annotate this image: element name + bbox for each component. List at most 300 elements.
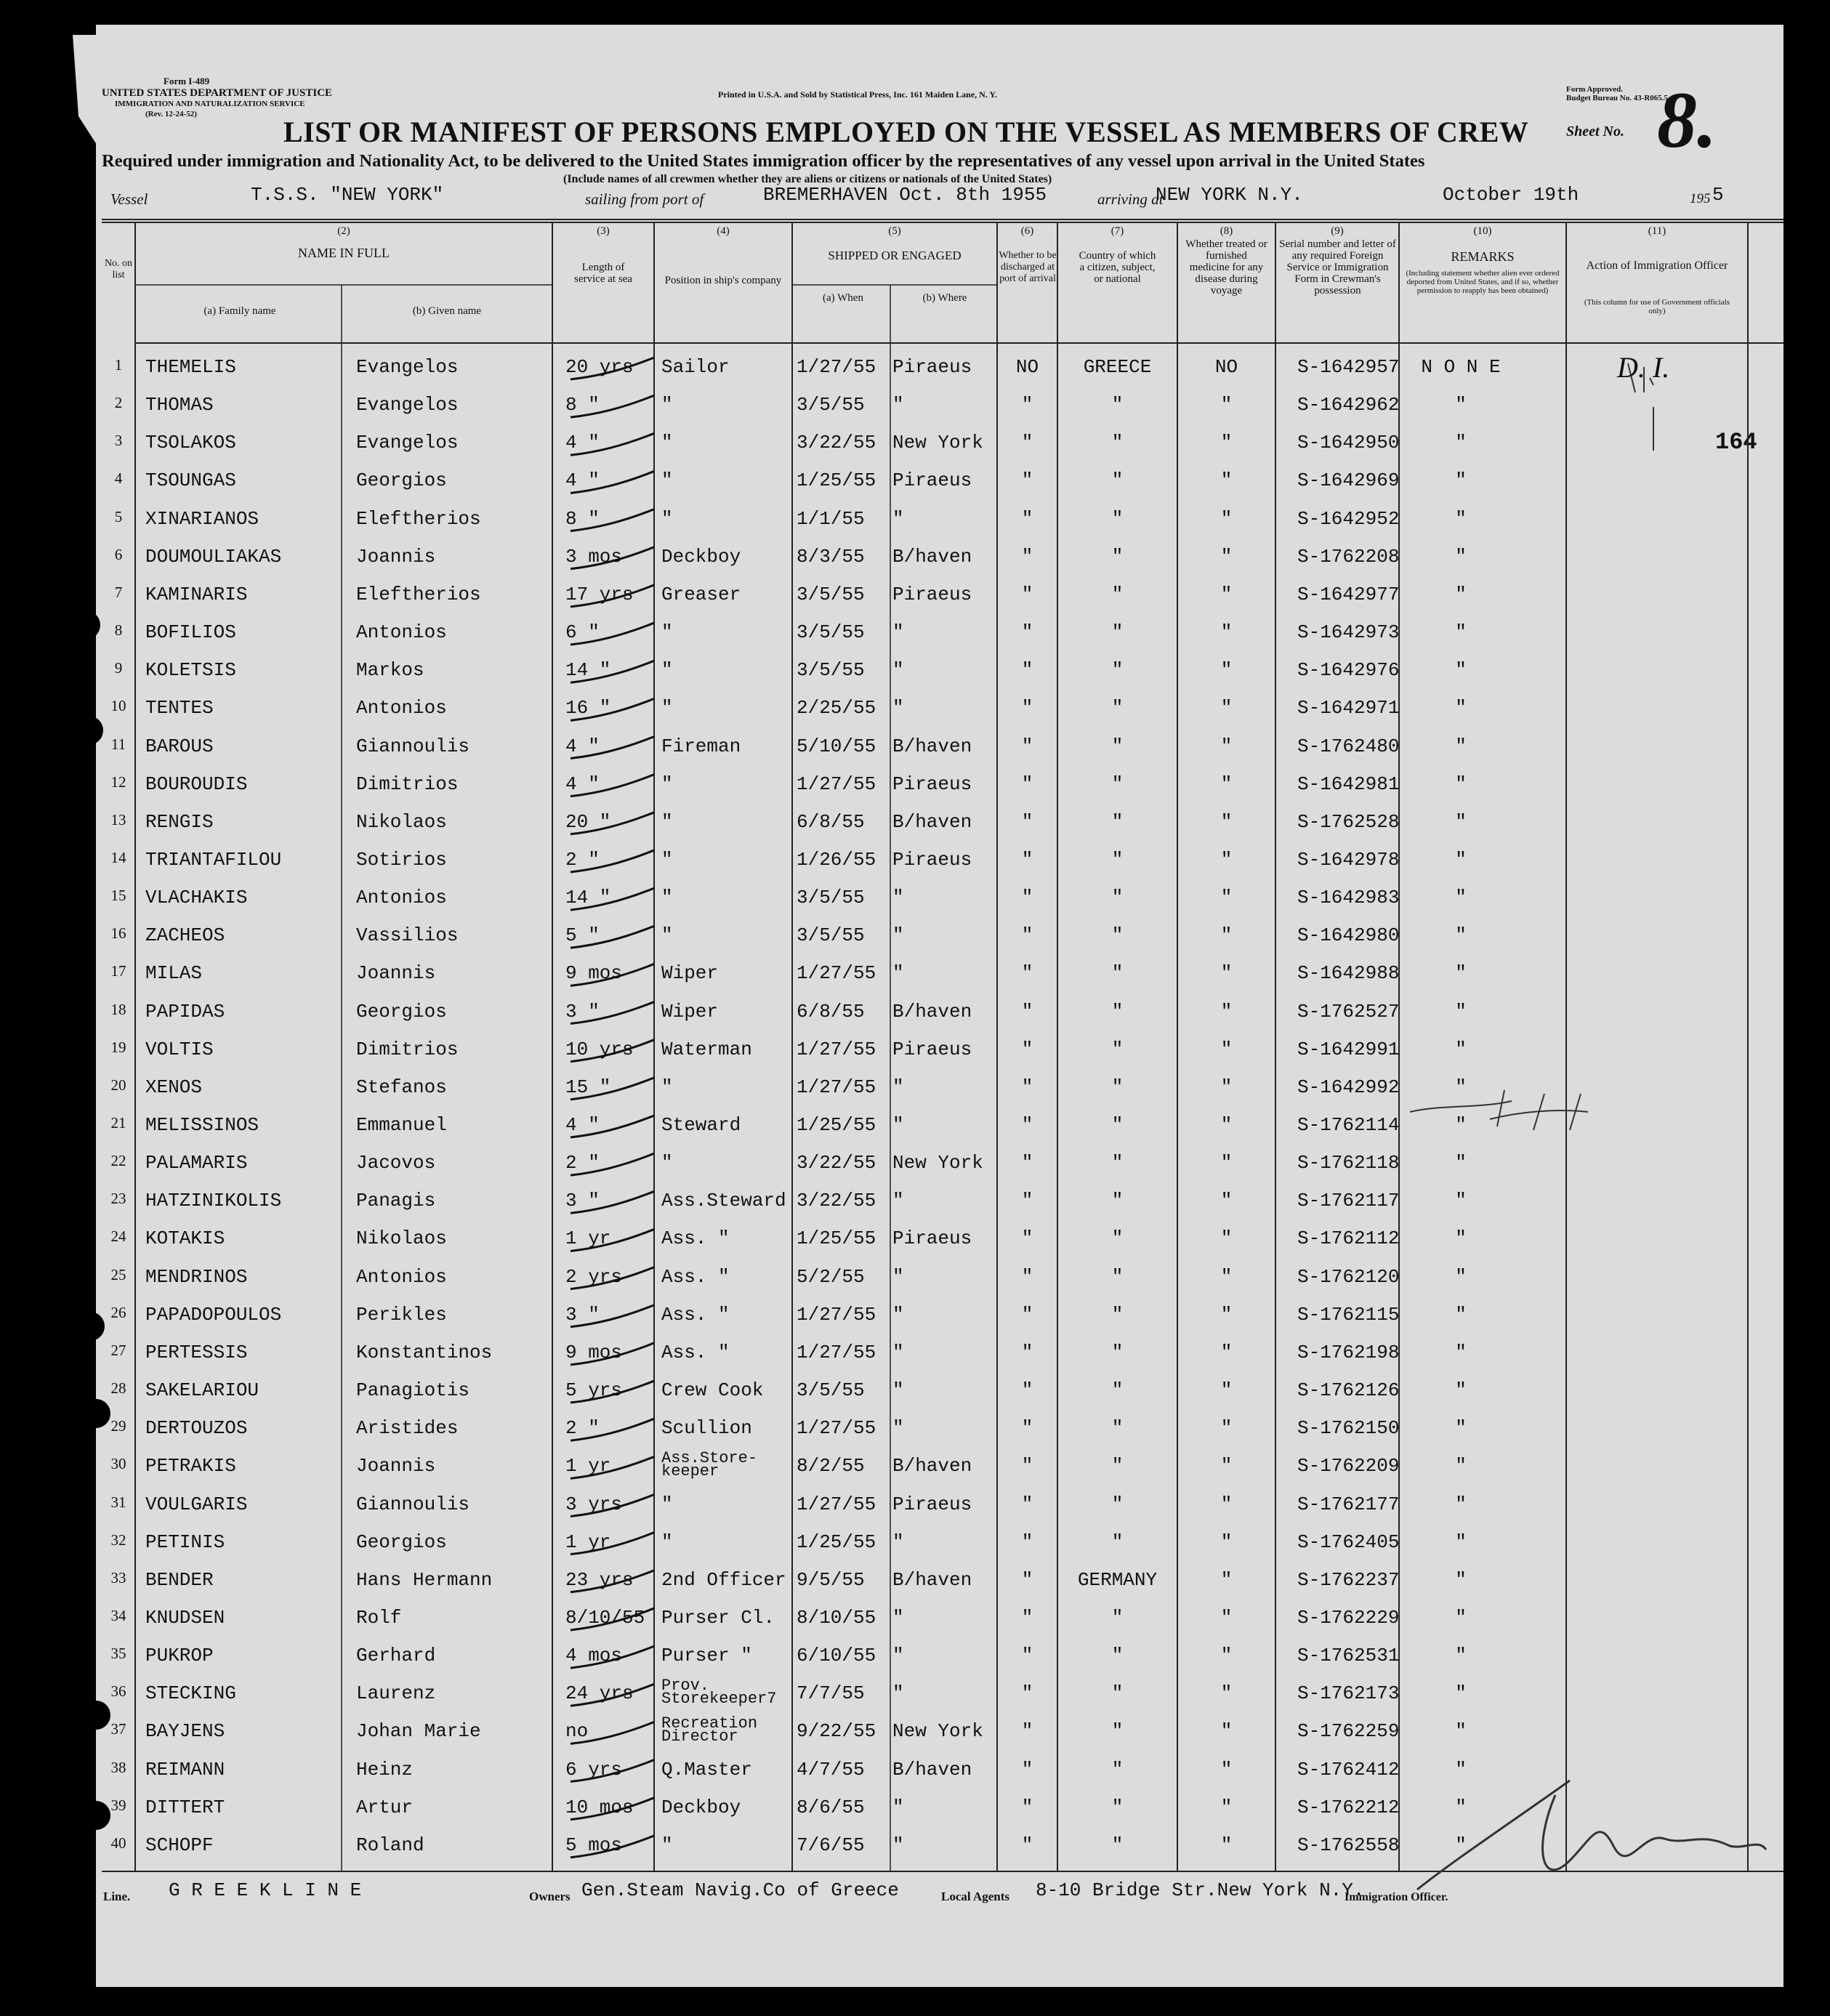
cell-length: 5 mos xyxy=(565,1834,623,1856)
cell-length: 14 " xyxy=(565,887,611,909)
cell-given: Perikles xyxy=(356,1303,447,1326)
header-discharge-number: (6) xyxy=(1020,225,1034,237)
cell-serial: S-1642981 xyxy=(1297,773,1400,795)
cell-given: Antonios xyxy=(356,621,447,644)
cell-position: " xyxy=(661,887,673,909)
cell-given: Stefanos xyxy=(356,1076,447,1098)
cell-family: THEMELIS xyxy=(145,356,236,378)
cell-disch: " xyxy=(1021,1303,1033,1326)
cell-disch: " xyxy=(1021,1152,1033,1174)
cell-given: Antonios xyxy=(356,697,447,719)
cell-family: TRIANTAFILOU xyxy=(145,848,282,871)
cell-position: " xyxy=(661,1531,673,1553)
cell-country: GREECE xyxy=(1083,356,1152,378)
cell-where: " xyxy=(892,1341,904,1363)
cell-length: 3 yrs xyxy=(565,1493,623,1515)
sheet-label: Sheet No. xyxy=(1566,124,1624,140)
cell-serial: S-1762118 xyxy=(1297,1152,1400,1174)
cell-position: Prov. Storekeeper7 xyxy=(661,1677,777,1709)
cell-remarks: " xyxy=(1455,1000,1467,1023)
cell-length: 17 yrs xyxy=(565,583,634,605)
cell-treated: NO xyxy=(1214,356,1238,378)
cell-length: 3 " xyxy=(565,1190,600,1212)
cell-where: " xyxy=(892,887,904,909)
cell-length: 2 " xyxy=(565,1417,600,1440)
cell-serial: S-1762209 xyxy=(1297,1455,1400,1477)
cell-country: " xyxy=(1111,697,1124,719)
cell-given: Giannoulis xyxy=(356,735,470,757)
cell-length: 6 yrs xyxy=(565,1758,623,1781)
cell-disch: " xyxy=(1021,1265,1033,1288)
header-length: Length of service at sea xyxy=(574,262,632,285)
header-serial-number: (9) xyxy=(1331,225,1344,237)
cell-country: " xyxy=(1111,432,1124,454)
cell-position: Recreation Director xyxy=(661,1714,758,1746)
cell-family: MELISSINOS xyxy=(145,1114,259,1136)
cell-given: Nikolaos xyxy=(356,810,447,833)
cell-disch: " xyxy=(1021,432,1033,454)
cell-when: 7/7/55 xyxy=(797,1682,865,1705)
cell-family: BOFILIOS xyxy=(145,621,236,644)
footer-owners-label: Owners xyxy=(529,1890,571,1903)
cell-remarks: " xyxy=(1455,1303,1467,1326)
header-name: NAME IN FULL xyxy=(298,246,390,260)
cell-remarks: " xyxy=(1455,1038,1467,1060)
cell-serial: S-1762558 xyxy=(1297,1834,1400,1856)
cell-country: " xyxy=(1111,621,1124,644)
cell-where: B/haven xyxy=(892,1758,972,1781)
cell-treated: " xyxy=(1220,1455,1233,1477)
cell-length: 5 yrs xyxy=(565,1379,623,1402)
footer-owners: Gen.Steam Navig.Co of Greece xyxy=(581,1879,899,1901)
cell-length: 1 yr xyxy=(565,1531,611,1553)
cell-where: New York xyxy=(892,1152,983,1174)
cell-family: PALAMARIS xyxy=(145,1152,248,1174)
cell-serial: S-1642978 xyxy=(1297,848,1400,871)
cell-remarks: " xyxy=(1455,1227,1467,1250)
cell-treated: " xyxy=(1220,1834,1233,1856)
cell-position: Deckboy xyxy=(661,545,741,568)
cell-country: " xyxy=(1111,1000,1124,1023)
cell-disch: " xyxy=(1021,1568,1033,1591)
cell-family: PAPADOPOULOS xyxy=(145,1303,282,1326)
cell-where: " xyxy=(892,659,904,682)
cell-family: ZACHEOS xyxy=(145,924,225,947)
cell-length: 23 yrs xyxy=(565,1568,634,1591)
cell-country: GERMANY xyxy=(1077,1568,1158,1591)
cell-where: New York xyxy=(892,1720,983,1743)
cell-given: Gerhard xyxy=(356,1645,436,1667)
cell-remarks: " xyxy=(1455,432,1467,454)
cell-where: Piraeus xyxy=(892,1493,972,1515)
cell-family: TSOLAKOS xyxy=(145,432,236,454)
sheet-number: 8. xyxy=(1657,76,1717,164)
cell-disch: " xyxy=(1021,394,1033,416)
cell-serial: S-1762177 xyxy=(1297,1493,1400,1515)
cell-family: BENDER xyxy=(145,1568,214,1591)
cell-given: Artur xyxy=(356,1796,414,1818)
cell-when: 8/10/55 xyxy=(797,1606,876,1629)
cell-when: 1/27/55 xyxy=(797,356,876,378)
cell-n: 15 xyxy=(110,887,126,905)
cell-length: 16 " xyxy=(565,697,611,719)
cell-family: MILAS xyxy=(145,962,203,985)
cell-remarks: " xyxy=(1455,1720,1467,1743)
cell-where: " xyxy=(892,1303,904,1326)
header-action-number: (11) xyxy=(1648,225,1666,237)
cell-where: B/haven xyxy=(892,810,972,833)
cell-serial: S-1762115 xyxy=(1297,1303,1400,1326)
cell-treated: " xyxy=(1220,1645,1233,1667)
cell-serial: S-1762531 xyxy=(1297,1645,1400,1667)
footer-line-label: Line. xyxy=(103,1890,131,1903)
cell-position: Sailor xyxy=(661,356,730,378)
cell-length: 15 " xyxy=(565,1076,611,1098)
cell-family: XINARIANOS xyxy=(145,507,259,530)
cell-where: Piraeus xyxy=(892,1227,972,1250)
cell-given: Nikolaos xyxy=(356,1227,447,1250)
cell-length: 14 " xyxy=(565,659,611,682)
cell-where: " xyxy=(892,1606,904,1629)
cell-given: Georgios xyxy=(356,469,447,492)
cell-disch: NO xyxy=(1015,356,1039,378)
cell-family: SAKELARIOU xyxy=(145,1379,259,1402)
header-action-note: (This column for use of Government officials only) xyxy=(1584,298,1730,315)
cell-given: Aristides xyxy=(356,1417,459,1440)
cell-treated: " xyxy=(1220,1606,1233,1629)
cell-disch: " xyxy=(1021,1758,1033,1781)
cell-treated: " xyxy=(1220,659,1233,682)
cell-country: " xyxy=(1111,1076,1124,1098)
cell-treated: " xyxy=(1220,432,1233,454)
cell-treated: " xyxy=(1220,1114,1233,1136)
cell-length: no xyxy=(565,1720,589,1743)
cell-remarks: " xyxy=(1455,1758,1467,1781)
cell-n: 17 xyxy=(110,962,126,980)
cell-family: PAPIDAS xyxy=(145,1000,225,1023)
cell-n: 25 xyxy=(110,1265,126,1283)
cell-family: VOLTIS xyxy=(145,1038,214,1060)
cell-remarks: " xyxy=(1455,1341,1467,1363)
cell-position: Ass. " xyxy=(661,1227,730,1250)
cell-disch: " xyxy=(1021,1076,1033,1098)
cell-given: Hans Hermann xyxy=(356,1568,493,1591)
cell-disch: " xyxy=(1021,1190,1033,1212)
cell-where: " xyxy=(892,1076,904,1098)
cell-remarks: " xyxy=(1455,1114,1467,1136)
cell-remarks: " xyxy=(1455,924,1467,947)
header-country-number: (7) xyxy=(1111,225,1124,237)
cell-length: 3 mos xyxy=(565,545,623,568)
arrival-date: October 19th xyxy=(1443,184,1579,206)
cell-given: Emmanuel xyxy=(356,1114,447,1136)
cell-n: 40 xyxy=(110,1834,126,1852)
cell-when: 1/27/55 xyxy=(797,1076,876,1098)
cell-family: BAROUS xyxy=(145,735,214,757)
header-country: Country of which a citizen, subject, or national xyxy=(1079,250,1156,285)
cell-length: 5 " xyxy=(565,924,600,947)
cell-family: KOLETSIS xyxy=(145,659,236,682)
cell-family: PERTESSIS xyxy=(145,1341,248,1363)
cell-disch: " xyxy=(1021,962,1033,985)
cell-remarks: " xyxy=(1455,583,1467,605)
cell-disch: " xyxy=(1021,545,1033,568)
cell-serial: S-1642962 xyxy=(1297,394,1400,416)
cell-remarks: " xyxy=(1455,1645,1467,1667)
cell-when: 1/26/55 xyxy=(797,848,876,871)
cell-position: Wiper xyxy=(661,962,719,985)
cell-country: " xyxy=(1111,1152,1124,1174)
cell-n: 1 xyxy=(114,356,123,374)
cell-length: 4 " xyxy=(565,432,600,454)
cell-disch: " xyxy=(1021,1379,1033,1402)
cell-given: Markos xyxy=(356,659,424,682)
cell-length: 10 mos xyxy=(565,1796,634,1818)
cell-when: 3/5/55 xyxy=(797,887,865,909)
vessel-name: T.S.S. "NEW YORK" xyxy=(251,184,444,206)
cell-family: SCHOPF xyxy=(145,1834,214,1856)
cell-given: Joannis xyxy=(356,962,436,985)
cell-length: 20 yrs xyxy=(565,356,634,378)
cell-where: B/haven xyxy=(892,1568,972,1591)
cell-family: KAMINARIS xyxy=(145,583,248,605)
cell-serial: S-1642971 xyxy=(1297,697,1400,719)
cell-remarks: " xyxy=(1455,1606,1467,1629)
cell-serial: S-1762259 xyxy=(1297,1720,1400,1743)
cell-where: " xyxy=(892,1379,904,1402)
cell-family: PETINIS xyxy=(145,1531,225,1553)
cell-n: 8 xyxy=(114,621,123,640)
cell-position: Wiper xyxy=(661,1000,719,1023)
cell-disch: " xyxy=(1021,1606,1033,1629)
cell-given: Antonios xyxy=(356,1265,447,1288)
cell-disch: " xyxy=(1021,1341,1033,1363)
cell-disch: " xyxy=(1021,1417,1033,1440)
cell-remarks: " xyxy=(1455,1531,1467,1553)
cell-serial: S-1642950 xyxy=(1297,432,1400,454)
revision-date: (Rev. 12-24-52) xyxy=(145,110,197,118)
cell-serial: S-1762208 xyxy=(1297,545,1400,568)
cell-country: " xyxy=(1111,1265,1124,1288)
cell-position: Waterman xyxy=(661,1038,752,1060)
cell-where: " xyxy=(892,1645,904,1667)
cell-given: Jacovos xyxy=(356,1152,436,1174)
cell-serial: S-1762527 xyxy=(1297,1000,1400,1023)
cell-when: 1/25/55 xyxy=(797,469,876,492)
cell-position: " xyxy=(661,469,673,492)
cell-position: " xyxy=(661,773,673,795)
cell-remarks: " xyxy=(1455,1796,1467,1818)
cell-n: 34 xyxy=(110,1606,126,1624)
cell-length: 9 mos xyxy=(565,1341,623,1363)
cell-n: 28 xyxy=(110,1379,126,1398)
cell-given: Laurenz xyxy=(356,1682,436,1705)
cell-length: 4 " xyxy=(565,469,600,492)
cell-length: 1 yr xyxy=(565,1227,611,1250)
cell-position: Purser Cl. xyxy=(661,1606,775,1629)
cell-position: Ass. " xyxy=(661,1341,730,1363)
form-number: Form I-489 xyxy=(164,76,210,86)
cell-where: " xyxy=(892,394,904,416)
cell-when: 3/5/55 xyxy=(797,924,865,947)
cell-where: B/haven xyxy=(892,545,972,568)
cell-n: 31 xyxy=(110,1493,126,1511)
header-shipped-number: (5) xyxy=(888,225,901,237)
header-when: (a) When xyxy=(823,292,863,304)
cell-when: 1/25/55 xyxy=(797,1531,876,1553)
cell-remarks: " xyxy=(1455,1152,1467,1174)
header-remarks: REMARKS xyxy=(1451,249,1515,264)
cell-remarks: " xyxy=(1455,1568,1467,1591)
cell-given: Evangelos xyxy=(356,394,459,416)
header-name-number: (2) xyxy=(337,225,350,237)
cell-country: " xyxy=(1111,924,1124,947)
page-subtitle: Required under immigration and Nationality Act, to be delivered to the United States immigration officer by the representatives of any vessel upon arrival in the United States xyxy=(102,151,1425,171)
cell-when: 3/5/55 xyxy=(797,659,865,682)
header-length-number: (3) xyxy=(597,225,610,237)
cell-country: " xyxy=(1111,1758,1124,1781)
vessel-label: Vessel xyxy=(110,190,148,208)
cell-disch: " xyxy=(1021,1645,1033,1667)
cell-treated: " xyxy=(1220,1265,1233,1288)
cell-where: Piraeus xyxy=(892,848,972,871)
cell-position: Ass.Steward xyxy=(661,1190,786,1212)
cell-where: " xyxy=(892,1796,904,1818)
cell-serial: S-1642969 xyxy=(1297,469,1400,492)
cell-remarks: " xyxy=(1455,1493,1467,1515)
cell-where: Piraeus xyxy=(892,356,972,378)
include-note: (Include names of all crewmen whether they are aliens or citizens or nationals of the United States) xyxy=(563,173,1052,185)
cell-treated: " xyxy=(1220,1417,1233,1440)
cell-n: 3 xyxy=(114,432,123,450)
cell-n: 5 xyxy=(114,507,123,525)
cell-country: " xyxy=(1111,887,1124,909)
cell-remarks: " xyxy=(1455,735,1467,757)
cell-family: PETRAKIS xyxy=(145,1455,236,1477)
cell-serial: S-1762117 xyxy=(1297,1190,1400,1212)
cell-when: 1/1/55 xyxy=(797,507,865,530)
header-treated: Whether treated or furnished medicine for any disease during voyage xyxy=(1185,238,1267,297)
cell-position: Ass. " xyxy=(661,1265,730,1288)
cell-when: 1/25/55 xyxy=(797,1114,876,1136)
cell-serial: S-1762114 xyxy=(1297,1114,1400,1136)
cell-family: DITTERT xyxy=(145,1796,225,1818)
cell-treated: " xyxy=(1220,545,1233,568)
cell-length: 4 " xyxy=(565,735,600,757)
cell-country: " xyxy=(1111,1379,1124,1402)
cell-remarks: " xyxy=(1455,1834,1467,1856)
cell-treated: " xyxy=(1220,1682,1233,1705)
cell-n: 4 xyxy=(114,469,123,488)
cell-disch: " xyxy=(1021,583,1033,605)
cell-country: " xyxy=(1111,773,1124,795)
cell-treated: " xyxy=(1220,810,1233,833)
cell-where: " xyxy=(892,1114,904,1136)
cell-serial: S-1642983 xyxy=(1297,887,1400,909)
cell-when: 3/5/55 xyxy=(797,583,865,605)
cell-disch: " xyxy=(1021,1493,1033,1515)
cell-treated: " xyxy=(1220,394,1233,416)
cell-when: 1/27/55 xyxy=(797,773,876,795)
cell-country: " xyxy=(1111,1796,1124,1818)
footer-officer-label: Immigration Officer. xyxy=(1345,1891,1448,1903)
year-prefix: 195 xyxy=(1690,191,1711,206)
cell-serial: S-1762237 xyxy=(1297,1568,1400,1591)
cell-when: 1/27/55 xyxy=(797,1493,876,1515)
cell-given: Konstantinos xyxy=(356,1341,493,1363)
cell-disch: " xyxy=(1021,1000,1033,1023)
cell-given: Giannoulis xyxy=(356,1493,470,1515)
cell-serial: S-1762120 xyxy=(1297,1265,1400,1288)
cell-length: 20 " xyxy=(565,810,611,833)
cell-treated: " xyxy=(1220,1152,1233,1174)
cell-remarks: " xyxy=(1455,469,1467,492)
cell-where: " xyxy=(892,697,904,719)
cell-country: " xyxy=(1111,848,1124,871)
cell-country: " xyxy=(1111,1682,1124,1705)
cell-treated: " xyxy=(1220,924,1233,947)
cell-where: " xyxy=(892,1682,904,1705)
cell-treated: " xyxy=(1220,1341,1233,1363)
cell-when: 8/3/55 xyxy=(797,545,865,568)
cell-treated: " xyxy=(1220,1531,1233,1553)
cell-remarks: " xyxy=(1455,848,1467,871)
cell-given: Rolf xyxy=(356,1606,402,1629)
cell-family: VLACHAKIS xyxy=(145,887,248,909)
footer-line: G R E E K L I N E xyxy=(169,1879,362,1901)
cell-serial: S-1762528 xyxy=(1297,810,1400,833)
cell-remarks: " xyxy=(1455,1455,1467,1477)
cell-n: 32 xyxy=(110,1531,126,1549)
cell-disch: " xyxy=(1021,1682,1033,1705)
cell-remarks: " xyxy=(1455,507,1467,530)
cell-where: " xyxy=(892,1834,904,1856)
cell-country: " xyxy=(1111,1720,1124,1743)
cell-n: 23 xyxy=(110,1190,126,1208)
cell-given: Eleftherios xyxy=(356,583,481,605)
cell-disch: " xyxy=(1021,848,1033,871)
cell-where: " xyxy=(892,924,904,947)
cell-when: 8/6/55 xyxy=(797,1796,865,1818)
budget-bureau: Budget Bureau No. 43-R065.5. xyxy=(1566,94,1670,102)
cell-country: " xyxy=(1111,1606,1124,1629)
cell-position: " xyxy=(661,848,673,871)
cell-country: " xyxy=(1111,394,1124,416)
cell-given: Joannis xyxy=(356,545,436,568)
cell-position: Purser " xyxy=(661,1645,752,1667)
cell-serial: S-1642973 xyxy=(1297,621,1400,644)
cell-serial: S-1642992 xyxy=(1297,1076,1400,1098)
cell-disch: " xyxy=(1021,1796,1033,1818)
cell-position: " xyxy=(661,1493,673,1515)
header-position-number: (4) xyxy=(717,225,730,237)
cell-n: 35 xyxy=(110,1645,126,1663)
cell-serial: S-1762480 xyxy=(1297,735,1400,757)
cell-length: 8/10/55 xyxy=(565,1606,645,1629)
cell-remarks: " xyxy=(1455,887,1467,909)
cell-position: Greaser xyxy=(661,583,741,605)
cell-serial: S-1762229 xyxy=(1297,1606,1400,1629)
cell-n: 38 xyxy=(110,1758,126,1776)
cell-family: REIMANN xyxy=(145,1758,225,1781)
cell-where: " xyxy=(892,1190,904,1212)
cell-disch: " xyxy=(1021,507,1033,530)
header-shipped: SHIPPED OR ENGAGED xyxy=(828,249,962,262)
cell-treated: " xyxy=(1220,1493,1233,1515)
header-remarks-note: (Including statement whether alien ever ordered deported from United States, and if so, whether permission to reapply has been obtained) xyxy=(1406,269,1560,295)
cell-when: 3/5/55 xyxy=(797,1379,865,1402)
cell-country: " xyxy=(1111,1303,1124,1326)
